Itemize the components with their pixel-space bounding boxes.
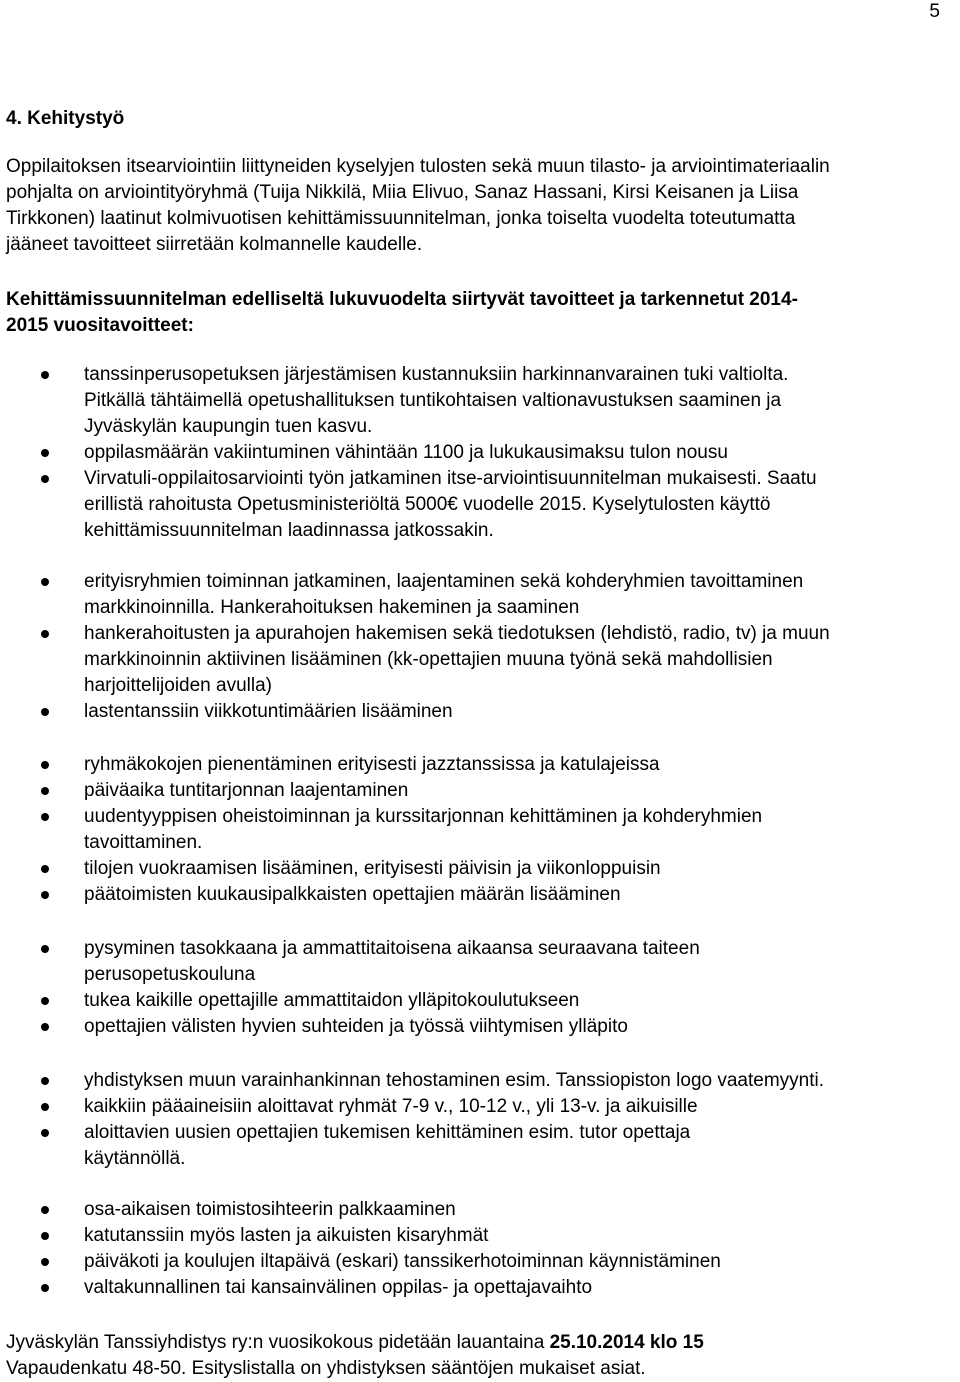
bullet-icon	[41, 371, 49, 379]
item-line: opettajien välisten hyvien suhteiden ja työssä viihtymisen ylläpito	[84, 1016, 628, 1037]
intro-line: Oppilaitoksen itsearviointiin liittyneiden kyselyjen tulosten sekä muun tilasto- ja arviointimateriaalin	[6, 156, 830, 177]
list-item	[0, 1249, 960, 1275]
list-item	[0, 1197, 960, 1223]
item-line: Virvatuli-oppilaitosarviointi työn jatkaminen itse-arviointisuunnitelman mukaisesti. Saatu	[84, 468, 817, 489]
bullet-icon	[41, 630, 49, 638]
item-line: Jyväskylän kaupungin tuen kasvu.	[84, 416, 373, 437]
subheading-line: Kehittämissuunnitelman edelliseltä lukuvuodelta siirtyvät tavoitteet ja tarkennetut 2014-	[6, 289, 798, 310]
item-line: ryhmäkokojen pienentäminen erityisesti jazztanssissa ja katulajeissa	[84, 754, 660, 775]
bullet-icon	[41, 1206, 49, 1214]
bullet-icon	[41, 449, 49, 457]
bullet-icon	[41, 708, 49, 716]
item-line: oppilasmäärän vakiintuminen vähintään 1100 ja lukukausimaksu tulon nousu	[84, 442, 728, 463]
list-item	[0, 1275, 960, 1301]
item-line: perusopetuskouluna	[84, 964, 256, 985]
bullet-icon	[41, 1129, 49, 1137]
bullet-list	[0, 936, 960, 1040]
item-line: käytännöllä.	[84, 1148, 186, 1169]
list-item	[0, 1223, 960, 1249]
list-item	[0, 882, 960, 908]
list-item	[0, 988, 960, 1014]
list-item	[0, 1094, 960, 1120]
item-line: yhdistyksen muun varainhankinnan tehostaminen esim. Tanssiopiston logo vaatemyynti.	[84, 1070, 825, 1091]
bullet-icon	[41, 891, 49, 899]
bullet-list	[0, 1197, 960, 1301]
intro-line: Tirkkonen) laatinut kolmivuotisen kehittämissuunnitelman, jonka toiselta vuodelta toteutumatta	[6, 208, 796, 229]
subheading-line: 2015 vuositavoitteet:	[6, 315, 194, 336]
item-line: päätoimisten kuukausipalkkaisten opettajien määrän lisääminen	[84, 884, 621, 905]
item-line: tukea kaikille opettajille ammattitaidon ylläpitokoulutukseen	[84, 990, 580, 1011]
item-line: tilojen vuokraamisen lisääminen, erityisesti päivisin ja viikonloppuisin	[84, 858, 661, 879]
bullet-icon	[41, 813, 49, 821]
goals-subheading	[6, 287, 956, 339]
item-line: pysyminen tasokkaana ja ammattitaitoisena aikaansa seuraavana taiteen	[84, 938, 700, 959]
list-item	[0, 1120, 960, 1172]
bullet-icon	[41, 578, 49, 586]
list-item	[0, 621, 960, 699]
item-line: valtakunnallinen tai kansainvälinen oppilas- ja opettajavaihto	[84, 1277, 593, 1298]
intro-line: pohjalta on arviointityöryhmä (Tuija Nikkilä, Miia Elivuo, Sanaz Hassani, Kirsi Keisanen ja Liisa	[6, 182, 799, 203]
item-line: päiväaika tuntitarjonnan laajentaminen	[84, 780, 409, 801]
item-line: katutanssiin myös lasten ja aikuisten kisaryhmät	[84, 1225, 489, 1246]
bullet-icon	[41, 787, 49, 795]
item-line: kaikkiin pääaineisiin aloittavat ryhmät 7-9 v., 10-12 v., yli 13-v. ja aikuisille	[84, 1096, 698, 1117]
section-heading: 4. Kehitystyö	[6, 108, 125, 129]
bullet-icon	[41, 997, 49, 1005]
item-line: aloittavien uusien opettajien tukemisen kehittäminen esim. tutor opettaja	[84, 1122, 691, 1143]
list-item	[0, 440, 960, 466]
bullet-icon	[41, 1103, 49, 1111]
bullet-list	[0, 362, 960, 544]
bullet-icon	[41, 1232, 49, 1240]
notice-address: Vapaudenkatu 48-50. Esityslistalla on yhdistyksen sääntöjen mukaiset asiat.	[6, 1358, 646, 1379]
list-item	[0, 1068, 960, 1094]
bullet-list	[0, 1068, 960, 1172]
list-item	[0, 778, 960, 804]
item-line: lastentanssiin viikkotuntimäärien lisääminen	[84, 701, 453, 722]
item-line: markkinoinnilla. Hankerahoituksen hakeminen ja saaminen	[84, 597, 580, 618]
list-item	[0, 362, 960, 440]
bullet-icon	[41, 1077, 49, 1085]
item-line: uudentyyppisen oheistoiminnan ja kurssitarjonnan kehittäminen ja kohderyhmien	[84, 806, 763, 827]
list-item	[0, 1014, 960, 1040]
meeting-datetime: 25.10.2014 klo 15	[549, 1332, 704, 1353]
list-item	[0, 804, 960, 856]
page-number: 5	[929, 1, 940, 22]
list-item	[0, 856, 960, 882]
bullet-icon	[41, 761, 49, 769]
item-line: kehittämissuunnitelman laadinnassa jatkossakin.	[84, 520, 494, 541]
item-line: hankerahoitusten ja apurahojen hakemisen sekä tiedotuksen (lehdistö, radio, tv) ja muun	[84, 623, 830, 644]
list-item	[0, 752, 960, 778]
item-line: tavoittaminen.	[84, 832, 203, 853]
bullet-icon	[41, 1023, 49, 1031]
item-line: erillistä rahoitusta Opetusministeriöltä 5000€ vuodelle 2015. Kyselytulosten käyttö	[84, 494, 771, 515]
list-item	[0, 936, 960, 988]
item-line: markkinoinnin aktiivinen lisääminen (kk-opettajien muuna työnä sekä mahdollisien	[84, 649, 773, 670]
bullet-list	[0, 752, 960, 908]
notice-text: Jyväskylän Tanssiyhdistys ry:n vuosikokous pidetään lauantaina	[6, 1332, 550, 1353]
list-item	[0, 569, 960, 621]
intro-paragraph	[6, 154, 956, 258]
meeting-notice	[6, 1330, 956, 1382]
list-item	[0, 466, 960, 544]
bullet-list	[0, 569, 960, 725]
bullet-icon	[41, 475, 49, 483]
list-item	[0, 699, 960, 725]
bullet-icon	[41, 1284, 49, 1292]
item-line: päiväkoti ja koulujen iltapäivä (eskari) tanssikerhotoiminnan käynnistäminen	[84, 1251, 721, 1272]
bullet-icon	[41, 865, 49, 873]
item-line: Pitkällä tähtäimellä opetushallituksen tuntikohtaisen valtionavustuksen saaminen ja	[84, 390, 782, 411]
item-line: tanssinperusopetuksen järjestämisen kustannuksiin harkinnanvarainen tuki valtiolta.	[84, 364, 789, 385]
intro-line: jääneet tavoitteet siirretään kolmannelle kaudelle.	[6, 234, 423, 255]
item-line: osa-aikaisen toimistosihteerin palkkaaminen	[84, 1199, 456, 1220]
item-line: harjoittelijoiden avulla)	[84, 675, 272, 696]
item-line: erityisryhmien toiminnan jatkaminen, laajentaminen sekä kohderyhmien tavoittaminen	[84, 571, 804, 592]
bullet-icon	[41, 1258, 49, 1266]
bullet-icon	[41, 945, 49, 953]
